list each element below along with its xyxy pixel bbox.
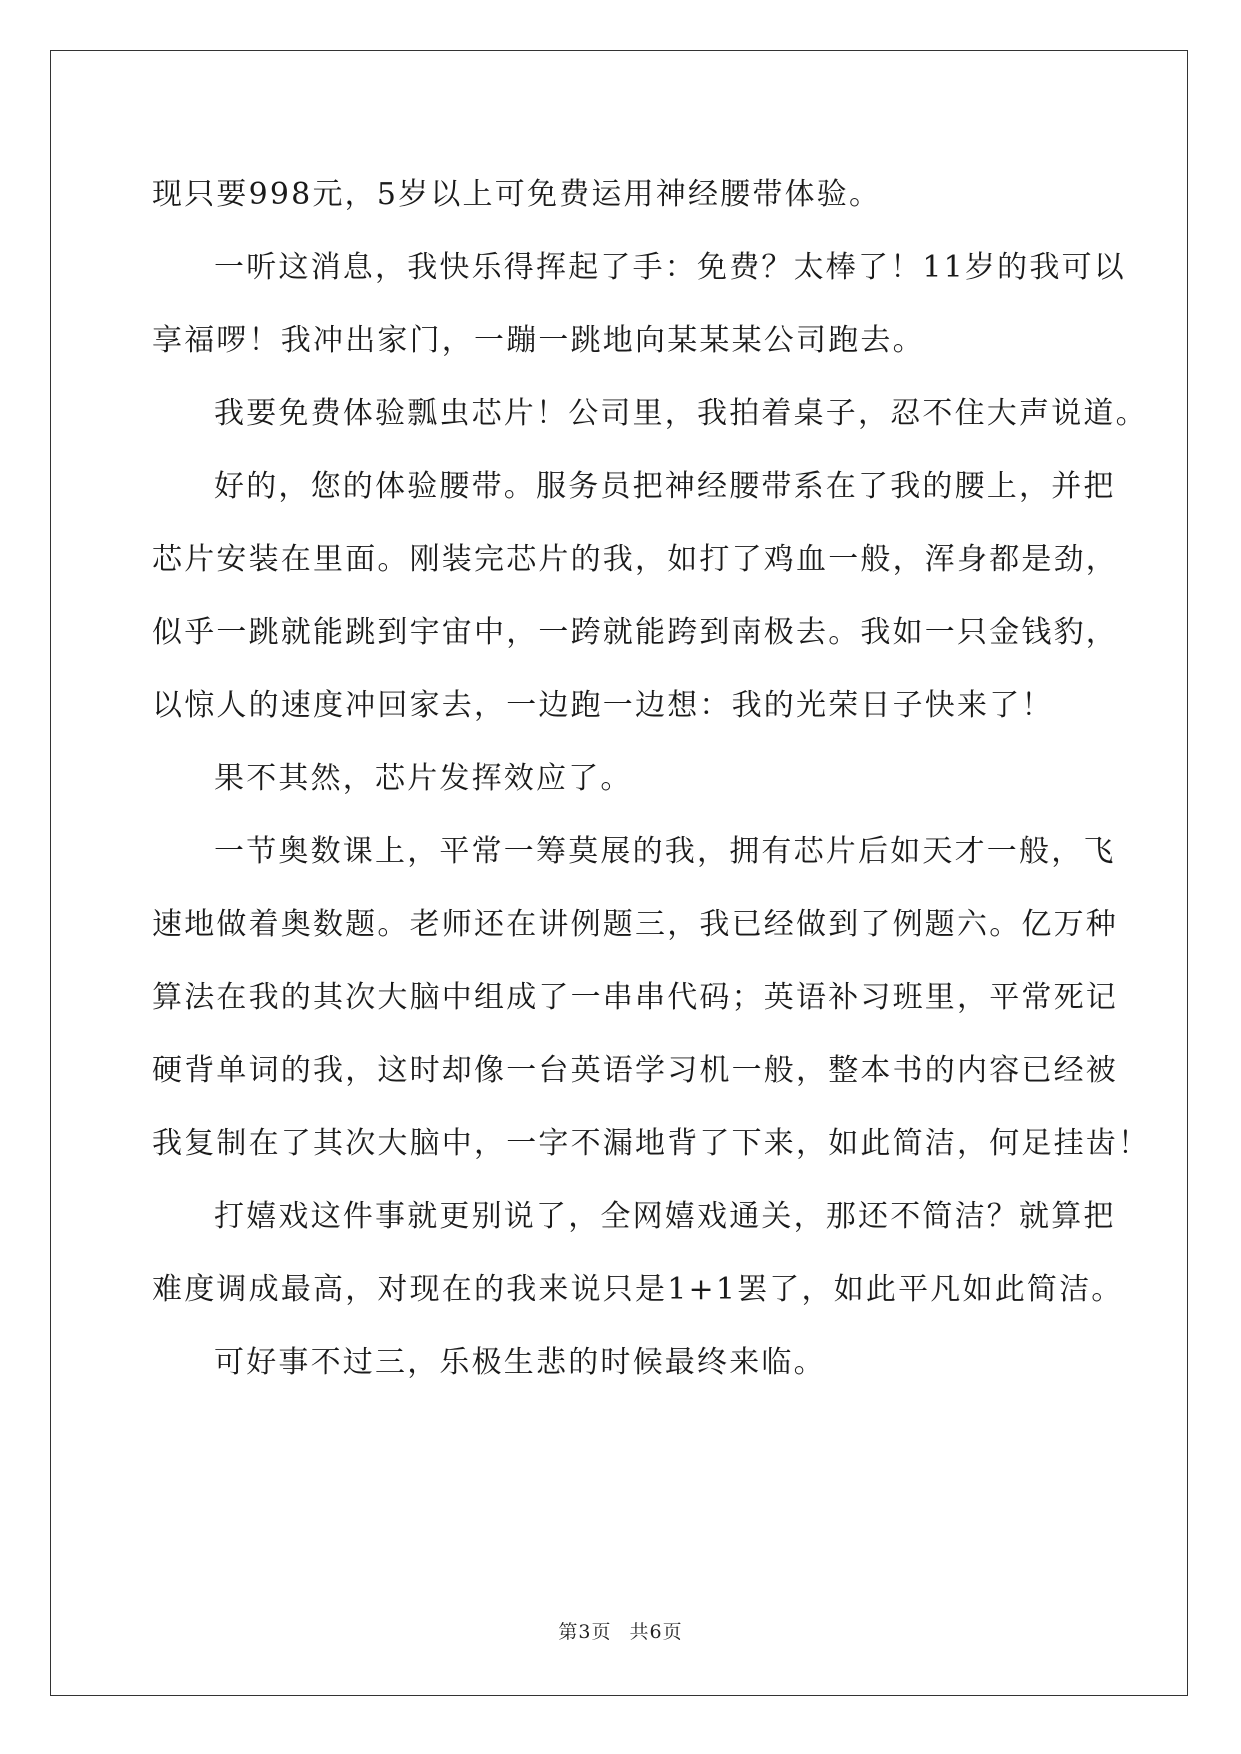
text-line: 打嬉戏这件事就更别说了，全网嬉戏通关，那还不简洁？就算把 (214, 1199, 1116, 1234)
page-total: 共6页 (629, 1621, 683, 1643)
text-line: 我复制在了其次大脑中，一字不漏地背了下来，如此简洁，何足挂齿！ (152, 1126, 1151, 1161)
page-number: 第3页 (558, 1621, 612, 1643)
text-line: 享福啰！我冲出家门，一蹦一跳地向某某某公司跑去。 (152, 323, 925, 358)
text-line: 似乎一跳就能跳到宇宙中，一跨就能跨到南极去。我如一只金钱豹， (152, 615, 1118, 650)
document-body (152, 158, 1151, 1399)
text-line: 难度调成最高，对现在的我来说只是1+1罢了，如此平凡如此简洁。 (152, 1272, 1124, 1307)
text-line: 速地做着奥数题。老师还在讲例题三，我已经做到了例题六。亿万种 (152, 907, 1118, 942)
text-line: 一听这消息，我快乐得挥起了手：免费？太棒了！11岁的我可以 (214, 250, 1126, 285)
text-line: 以惊人的速度冲回家去，一边跑一边想：我的光荣日子快来了！ (152, 688, 1054, 723)
text-line: 一节奥数课上，平常一筹莫展的我，拥有芯片后如天才一般，飞 (214, 834, 1116, 869)
text-line: 果不其然，芯片发挥效应了。 (214, 761, 633, 796)
text-line: 好的，您的体验腰带。服务员把神经腰带系在了我的腰上，并把 (214, 469, 1116, 504)
page-footer (0, 1617, 1241, 1644)
text-line: 算法在我的其次大脑中组成了一串串代码；英语补习班里，平常死记 (152, 980, 1118, 1015)
text-line: 我要免费体验瓢虫芯片！公司里，我拍着桌子，忍不住大声说道。 (214, 396, 1148, 431)
text-line: 芯片安装在里面。刚装完芯片的我，如打了鸡血一般，浑身都是劲， (152, 542, 1118, 577)
text-line: 现只要998元，5岁以上可免费运用神经腰带体验。 (152, 177, 882, 212)
text-line: 硬背单词的我，这时却像一台英语学习机一般，整本书的内容已经被 (152, 1053, 1118, 1088)
text-line: 可好事不过三，乐极生悲的时候最终来临。 (214, 1345, 826, 1380)
